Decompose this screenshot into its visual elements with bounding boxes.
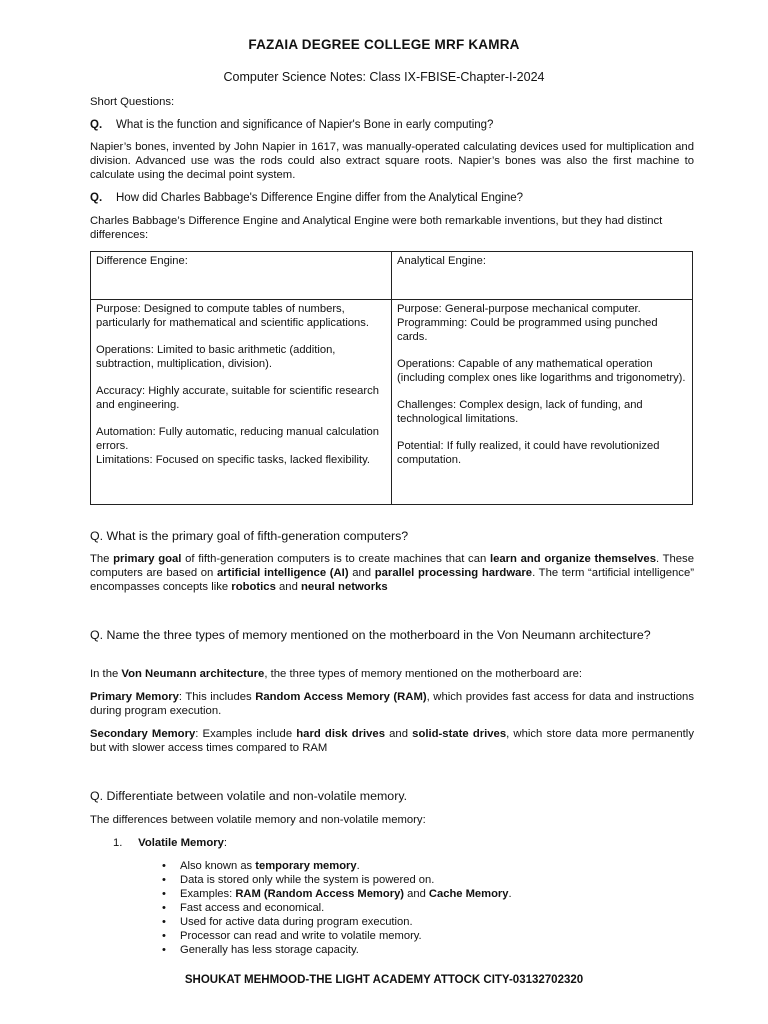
page-subtitle: Computer Science Notes: Class IX-FBISE-Chapter-I-2024 (223, 70, 545, 84)
question-4: Q. Name the three types of memory mentioned on the motherboard in the Von Neumann architecture? (90, 628, 651, 642)
answer-4-intro: In the Von Neumann architecture, the three types of memory mentioned on the motherboard are: (90, 668, 583, 680)
list-number: 1. (113, 837, 123, 849)
question-1 (90, 119, 694, 131)
cell-paragraph: Potential: If fully realized, it could have revolutionized computation. (397, 440, 660, 466)
list-item: • Used for active data during program execution. (160, 915, 512, 929)
cell-paragraph: Purpose: General-purpose mechanical computer. (397, 303, 641, 315)
question-3: Q. What is the primary goal of fifth-generation computers? (90, 529, 409, 543)
question-text: How did Charles Babbage's Difference Engine differ from the Analytical Engine? (116, 192, 524, 204)
comparison-table (90, 251, 693, 505)
question-marker: Q. (90, 192, 103, 204)
cell-paragraph: Purpose: Designed to compute tables of numbers, particularly for mathematical and scientific applications. (96, 303, 369, 329)
cell-paragraph: Programming: Could be programmed using punched cards. (397, 317, 658, 343)
list-item: • Generally has less storage capacity. (160, 943, 512, 957)
answer-3: The primary goal of fifth-generation computers is to create machines that can learn and organize themselves. These computers are based on artificial intelligence (AI) and parallel processing hardware. The term “artificial intelligence” encompasses concepts like robotics and neural networks (90, 553, 695, 593)
page-footer: SHOUKAT MEHMOOD-THE LIGHT ACADEMY ATTOCK CITY-03132702320 (184, 974, 584, 986)
analytical-engine-cell (392, 300, 693, 505)
volatile-memory-bullets (160, 859, 512, 957)
difference-engine-header: Difference Engine: (91, 252, 392, 300)
numbered-list-item: 1. Volatile Memory: (113, 837, 228, 849)
analytical-engine-header: Analytical Engine: (392, 252, 693, 300)
question-marker: Q. (90, 119, 103, 131)
table-header-row (91, 252, 693, 300)
section-label: Short Questions: (90, 96, 175, 108)
question-text: What is the function and significance of Napier's Bone in early computing? (116, 119, 494, 131)
secondary-memory-text: Secondary Memory: Examples include hard disk drives and solid-state drives, which store data more permanently but with slower access times compared to RAM (90, 728, 694, 754)
cell-paragraph: Challenges: Complex design, lack of funding, and technological limitations. (397, 399, 643, 425)
cell-paragraph: Limitations: Focused on specific tasks, lacked flexibility. (96, 454, 370, 466)
list-item: • Fast access and economical. (160, 901, 512, 915)
answer-2-intro: Charles Babbage’s Difference Engine and Analytical Engine were both remarkable inventions, but they had distinct differences: (90, 215, 663, 241)
question-5: Q. Differentiate between volatile and non-volatile memory. (90, 789, 408, 803)
cell-paragraph: Automation: Fully automatic, reducing manual calculation errors. (96, 426, 379, 452)
answer-5-intro: The differences between volatile memory and non-volatile memory: (90, 814, 426, 826)
list-item: • Data is stored only while the system is powered on. (160, 873, 512, 887)
list-heading: Volatile Memory (138, 837, 224, 849)
cell-paragraph: Operations: Capable of any mathematical operation (including complex ones like logarithms and trigonometry). (397, 358, 686, 384)
cell-paragraph: Accuracy: Highly accurate, suitable for scientific research and engineering. (96, 385, 379, 411)
answer-1: Napier’s bones, invented by John Napier in 1617, was manually-operated calculating devices used for multiplication and division. Advanced use was the rods could also extract square roots. Napier’s bones was also the first machine to calculate using the decimal point system. (90, 141, 694, 181)
question-2 (90, 192, 694, 204)
primary-memory-text: Primary Memory: This includes Random Access Memory (RAM), which provides fast access for data and instructions during program execution. (90, 691, 694, 717)
list-item: • Also known as temporary memory. (160, 859, 512, 873)
list-item: • Processor can read and write to volatile memory. (160, 929, 512, 943)
difference-engine-cell (91, 300, 392, 505)
table-row (91, 300, 693, 505)
cell-paragraph: Operations: Limited to basic arithmetic (addition, subtraction, multiplication, division). (96, 344, 336, 370)
page-title: FAZAIA DEGREE COLLEGE MRF KAMRA (248, 37, 520, 52)
list-item: • Examples: RAM (Random Access Memory) and Cache Memory. (160, 887, 512, 901)
